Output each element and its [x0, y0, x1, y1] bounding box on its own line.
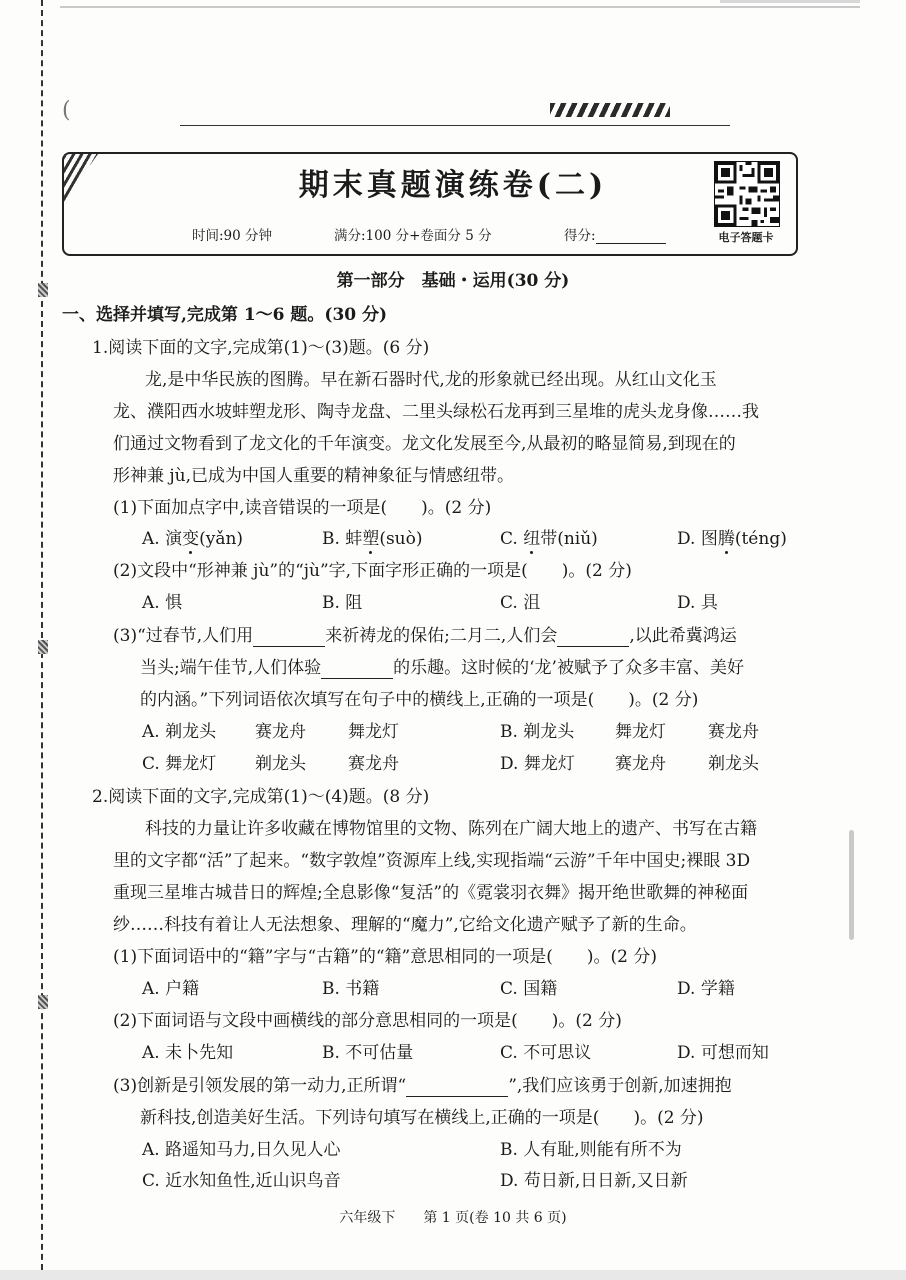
passage-2-line: 科技的力量让许多收藏在博物馆里的文物、陈列在广阔大地上的遗产、书写在古籍 — [145, 819, 757, 839]
passage-1-line: 们通过文物看到了龙文化的千年演变。龙文化发展至今,从最初的略显简易,到现在的 — [113, 434, 736, 454]
scan-edge-bottom — [0, 1270, 906, 1280]
question-2-3-line: (3)创新是引领发展的第一动力,正所谓“ ”,我们应该勇于创新,加速拥抱 — [113, 1076, 732, 1096]
hatch-decoration — [550, 103, 670, 117]
passage-1-line: 龙、濮阳西水坡蚌塑龙形、陶寺龙盘、二里头绿松石龙再到三星堆的虎头龙身像……我 — [113, 402, 759, 422]
question-1-3-line: (3)“过春节,人们用 来祈祷龙的保佑;二月二,人们会 ,以此希冀鸿运 — [113, 626, 737, 646]
passage-1-line: 形神兼 jù,已成为中国人重要的精神象征与情感纽带。 — [113, 466, 515, 486]
passage-2-line: 里的文字都“活”了起来。“数字敦煌”资源库上线,实现指端“云游”千年中国史;裸眼 3D — [113, 851, 751, 871]
page-curl-mark: ( — [62, 98, 71, 123]
passage-1-line: 龙,是中华民族的图腾。早在新石器时代,龙的形象就已经出现。从红山文化玉 — [145, 370, 717, 390]
option-1-1-a[interactable]: A. 演变(yǎn) — [142, 529, 244, 549]
fill-blank[interactable] — [557, 628, 629, 647]
question-1-3-line: 的内涵。”下列词语依次填写在句子中的横线上,正确的一项是( )。(2 分) — [140, 690, 699, 710]
option-2-1-a[interactable]: A. 户籍 — [142, 979, 200, 999]
scan-edge-top-right — [720, 0, 860, 3]
option-1-3-c[interactable]: C. 舞龙灯 剃龙头 赛龙舟 — [142, 754, 399, 774]
option-2-1-c[interactable]: C. 国籍 — [500, 979, 558, 999]
option-2-1-b[interactable]: B. 书籍 — [322, 979, 380, 999]
score-label: 得分: — [564, 228, 596, 244]
exam-time: 时间:90 分钟 — [192, 228, 273, 244]
question-2-2: (2)下面词语与文段中画横线的部分意思相同的一项是( )。(2 分) — [113, 1011, 622, 1031]
qr-code-icon[interactable] — [714, 161, 780, 227]
passage-2-line: 纱……科技有着让人无法想象、理解的“魔力”,它给文化遗产赋予了新的生命。 — [113, 915, 697, 935]
score-field — [564, 224, 666, 244]
option-1-2-d[interactable]: D. 具 — [677, 593, 718, 613]
option-1-2-c[interactable]: C. 沮 — [500, 593, 541, 613]
question-1-intro: 1.阅读下面的文字,完成第(1)～(3)题。(6 分) — [92, 338, 430, 358]
question-2-1: (1)下面词语中的“籍”字与“古籍”的“籍”意思相同的一项是( )。(2 分) — [113, 947, 657, 967]
binding-mark-icon — [38, 995, 48, 1009]
part-title: 第一部分 基础・运用(30 分) — [336, 271, 570, 291]
option-1-3-d[interactable]: D. 舞龙灯 赛龙舟 剃龙头 — [500, 754, 759, 774]
score-blank — [596, 229, 666, 244]
option-1-1-b[interactable]: B. 蚌塑(suò) — [322, 529, 423, 549]
fill-blank[interactable] — [406, 1078, 508, 1097]
option-2-3-a[interactable]: A. 路遥知马力,日久见人心 — [142, 1140, 341, 1160]
fill-blank[interactable] — [253, 628, 325, 647]
option-1-2-a[interactable]: A. 惧 — [142, 593, 183, 613]
option-2-2-a[interactable]: A. 未卜先知 — [142, 1043, 234, 1063]
fill-blank[interactable] — [321, 660, 393, 679]
question-2-3-line: 新科技,创造美好生活。下列诗句填写在横线上,正确的一项是( )。(2 分) — [140, 1108, 704, 1128]
page-footer: 六年级下 第 1 页(卷 10 共 6 页) — [339, 1210, 567, 1226]
scrollbar-thumb[interactable] — [849, 830, 854, 940]
passage-2-line: 重现三星堆古城昔日的辉煌;全息影像“复活”的《霓裳羽衣舞》揭开绝世歌舞的神秘面 — [113, 883, 749, 903]
page-title: 期末真题演练卷(二) — [298, 168, 608, 203]
header-rule — [180, 125, 730, 126]
section-title: 一、选择并填写,完成第 1～6 题。(30 分) — [62, 305, 388, 325]
option-2-3-d[interactable]: D. 苟日新,日日新,又日新 — [500, 1171, 688, 1191]
binding-mark-icon — [38, 640, 48, 654]
option-2-2-d[interactable]: D. 可想而知 — [677, 1043, 769, 1063]
question-2-intro: 2.阅读下面的文字,完成第(1)～(4)题。(8 分) — [92, 787, 430, 807]
option-2-3-c[interactable]: C. 近水知鱼性,近山识鸟音 — [142, 1171, 341, 1191]
option-2-1-d[interactable]: D. 学籍 — [677, 979, 735, 999]
option-1-3-b[interactable]: B. 剃龙头 舞龙灯 赛龙舟 — [500, 722, 759, 742]
qr-code-label: 电子答题卡 — [718, 231, 774, 244]
option-2-2-c[interactable]: C. 不可思议 — [500, 1043, 592, 1063]
option-2-2-b[interactable]: B. 不可估量 — [322, 1043, 414, 1063]
exam-full-score: 满分:100 分+卷面分 5 分 — [334, 228, 492, 244]
question-1-2: (2)文段中“形神兼 jù”的“jù”字,下面字形正确的一项是( )。(2 分) — [113, 561, 632, 581]
option-1-1-d[interactable]: D. 图腾(téng) — [677, 529, 787, 549]
option-1-1-c[interactable]: C. 纽带(niǔ) — [500, 529, 598, 549]
option-1-3-a[interactable]: A. 剃龙头 赛龙舟 舞龙灯 — [142, 722, 399, 742]
option-2-3-b[interactable]: B. 人有耻,则能有所不为 — [500, 1140, 682, 1160]
question-1-1: (1)下面加点字中,读音错误的一项是( )。(2 分) — [113, 498, 492, 518]
option-1-2-b[interactable]: B. 阻 — [322, 593, 363, 613]
question-1-3-line: 当头;端午佳节,人们体验 的乐趣。这时候的‘龙’被赋予了众多丰富、美好 — [140, 658, 744, 678]
